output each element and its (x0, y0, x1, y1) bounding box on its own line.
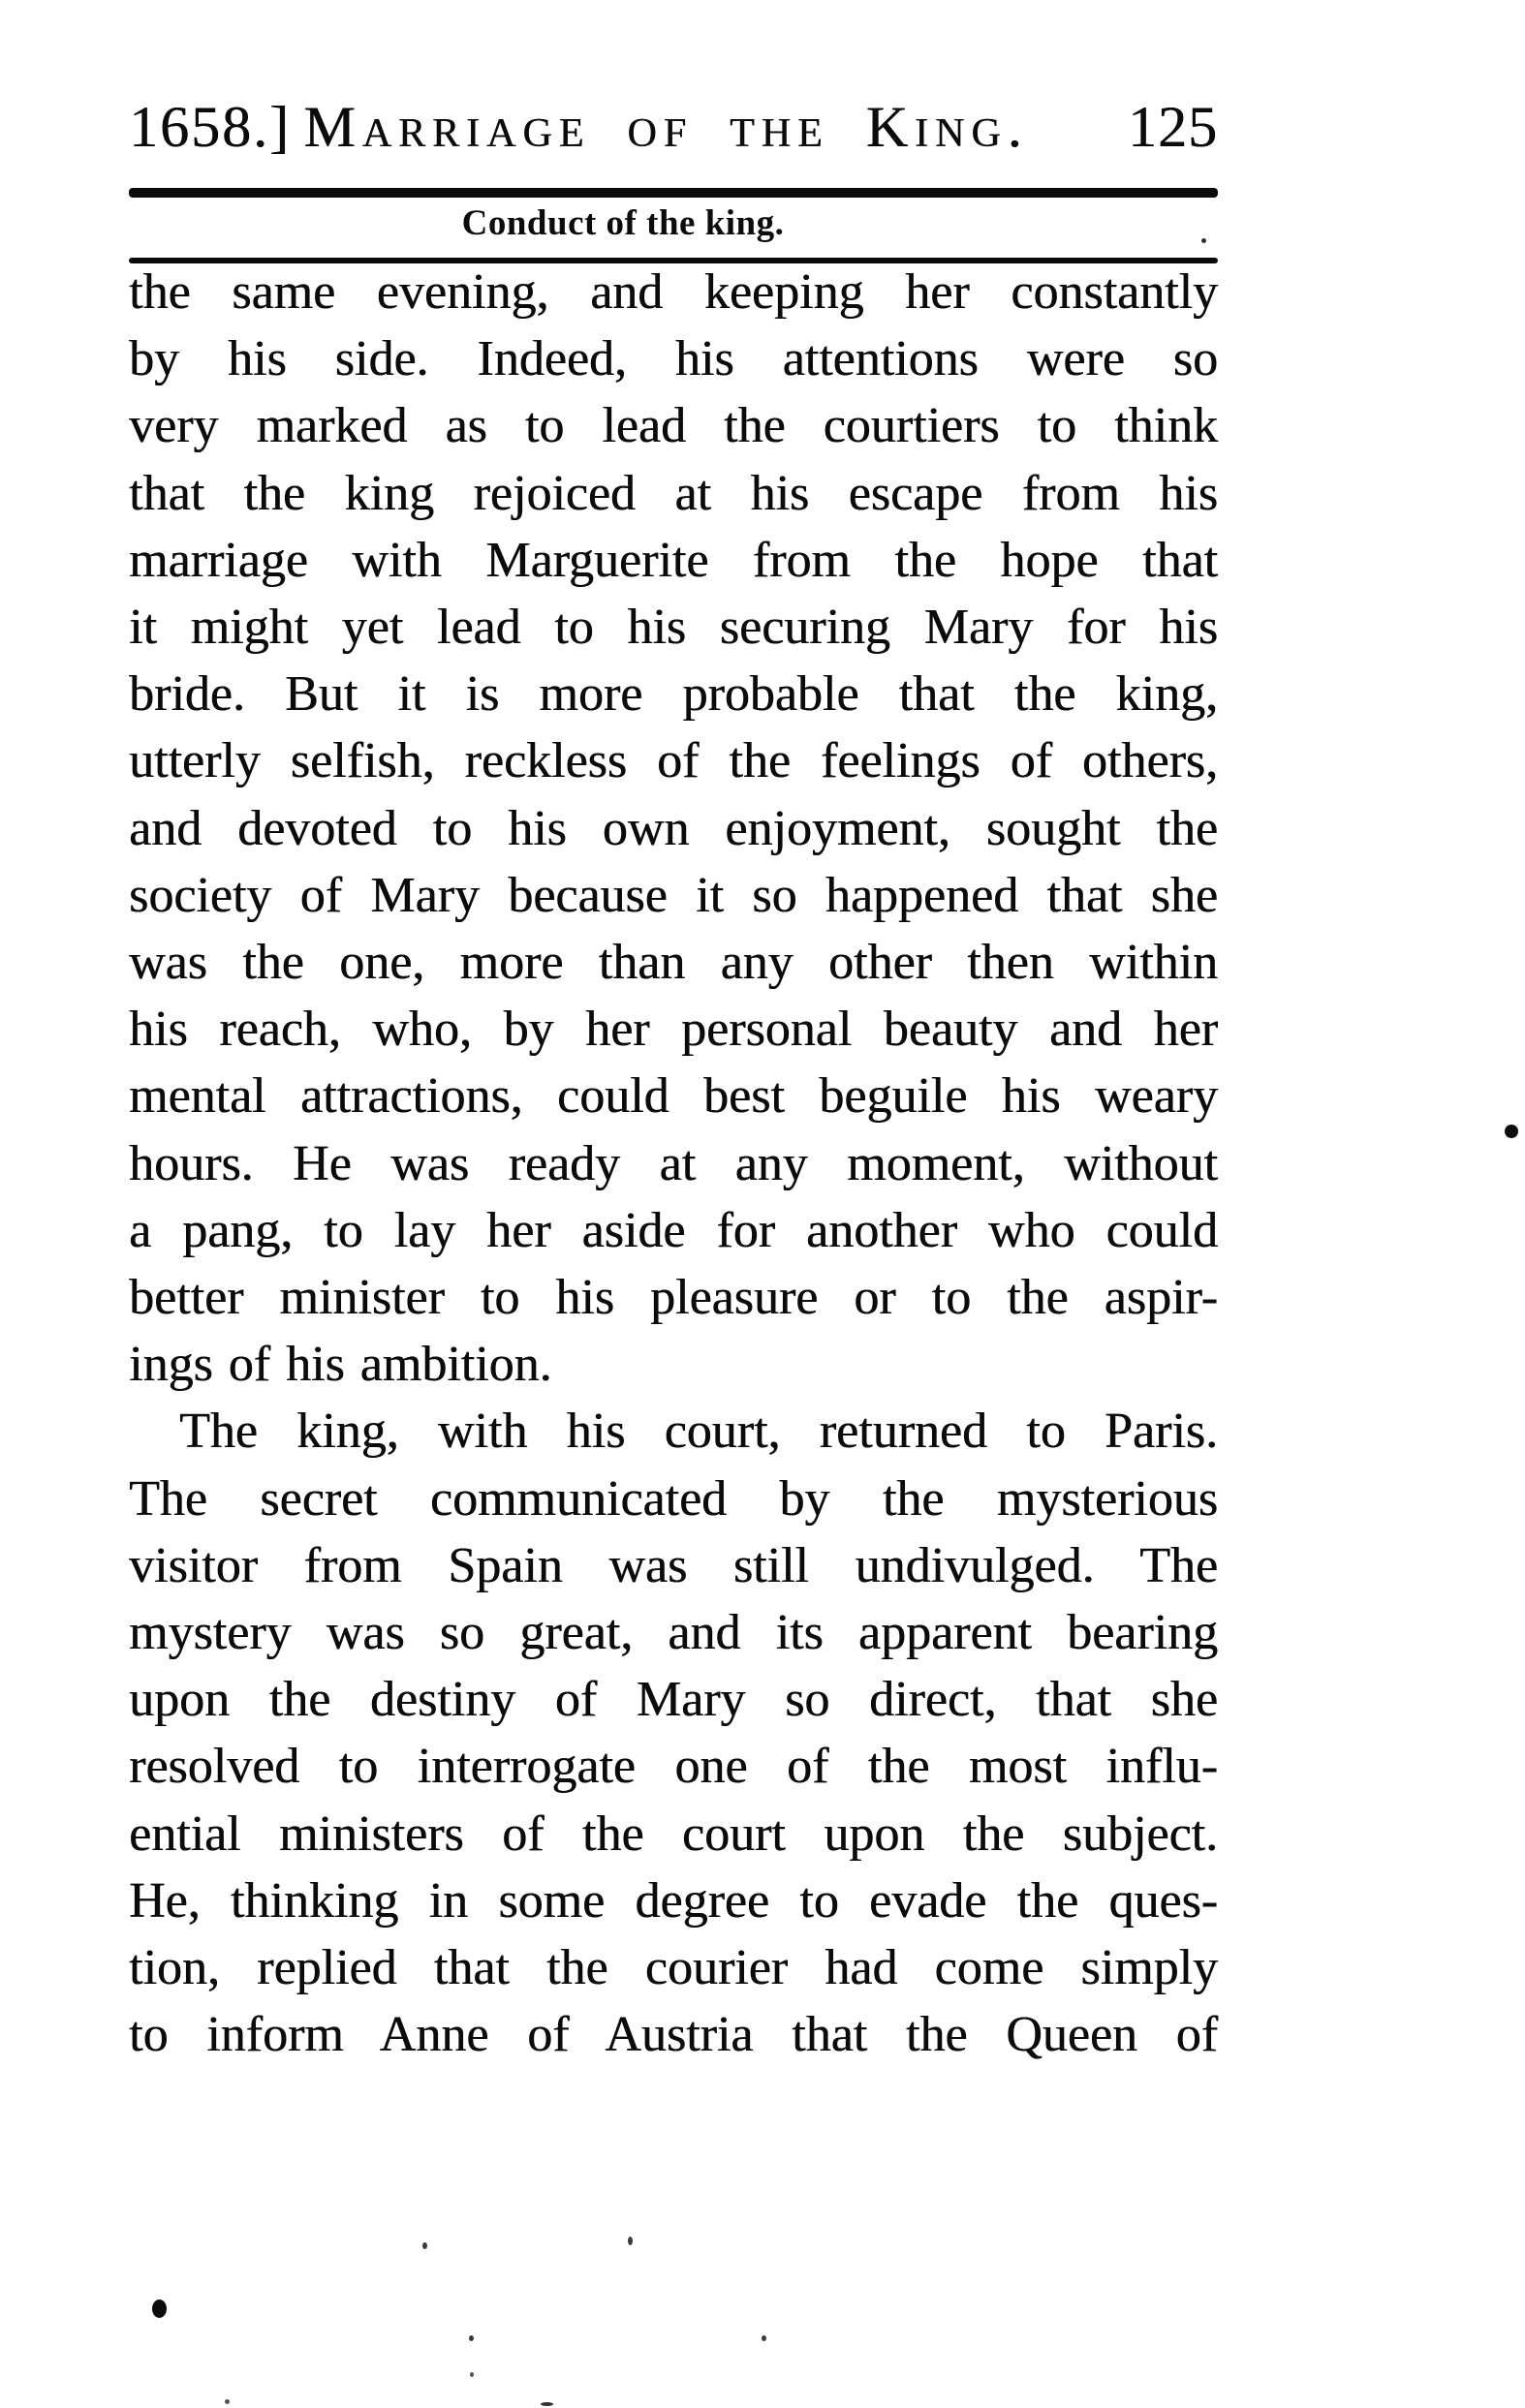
text-line: The secret communicated by the mysterious (129, 1470, 1218, 1527)
text-line: very marked as to lead the courtiers to think (129, 398, 1218, 454)
text-line: mental attractions, could best beguile his weary (129, 1068, 1218, 1125)
text-line: it might yet lead to his securing Mary for his (129, 600, 1218, 656)
text-line: was the one, more than any other then within (129, 935, 1218, 991)
text-line: better minister to his pleasure or to the aspir- (129, 1270, 1218, 1326)
running-head: Conduct of the king. (461, 203, 785, 243)
text-line: ential ministers of the court upon the subject. (129, 1806, 1218, 1862)
body-text (129, 259, 1218, 2068)
text-line: visitor from Spain was still undivulged. The (129, 1537, 1218, 1593)
header-rule-top (129, 188, 1218, 198)
page-number: 125 (1128, 95, 1218, 159)
text-line: the same evening, and keeping her constantly (129, 264, 1218, 320)
text-line: by his side. Indeed, his attentions were so (129, 331, 1218, 387)
text-line: The king, with his court, returned to Paris. (179, 1404, 1218, 1460)
text-line: society of Mary because it so happened that she (129, 867, 1218, 923)
ink-speck (422, 2242, 427, 2249)
ink-speck (152, 2300, 167, 2318)
text-line: marriage with Marguerite from the hope that (129, 532, 1218, 588)
text-line: hours. He was ready at any moment, without (129, 1135, 1218, 1191)
text-line: utterly selfish, reckless of the feelings of others, (129, 733, 1218, 789)
text-line: mystery was so great, and its apparent bearing (129, 1605, 1218, 1661)
text-line: bride. But it is more probable that the king, (129, 666, 1218, 723)
header-year: 1658.] (129, 95, 291, 159)
text-line: a pang, to lay her aside for another who could (129, 1202, 1218, 1258)
ink-speck (762, 2335, 766, 2341)
text-line: tion, replied that the courier had come simply (129, 1940, 1218, 1996)
ink-speck (1201, 238, 1206, 243)
ink-speck (470, 2372, 474, 2377)
text-line: to inform Anne of Austria that the Queen of (129, 2007, 1218, 2063)
text-line: resolved to interrogate one of the most influ- (129, 1739, 1218, 1795)
text-line: that the king rejoiced at his escape from his (129, 465, 1218, 521)
ink-speck (541, 2402, 553, 2406)
text-line: upon the destiny of Mary so direct, that she (129, 1672, 1218, 1728)
ink-speck (1505, 1125, 1518, 1138)
header-title: Marriage of the King. (303, 95, 1029, 159)
ink-speck (628, 2237, 633, 2245)
ink-speck (469, 2335, 474, 2341)
text-line: his reach, who, by her personal beauty and her (129, 1002, 1218, 1058)
page-header (129, 91, 1218, 161)
text-line: ings of his ambition. (129, 1337, 552, 1393)
text-line: He, thinking in some degree to evade the ques- (129, 1872, 1218, 1929)
text-line: and devoted to his own enjoyment, sought the (129, 800, 1218, 856)
ink-speck (225, 2399, 230, 2404)
